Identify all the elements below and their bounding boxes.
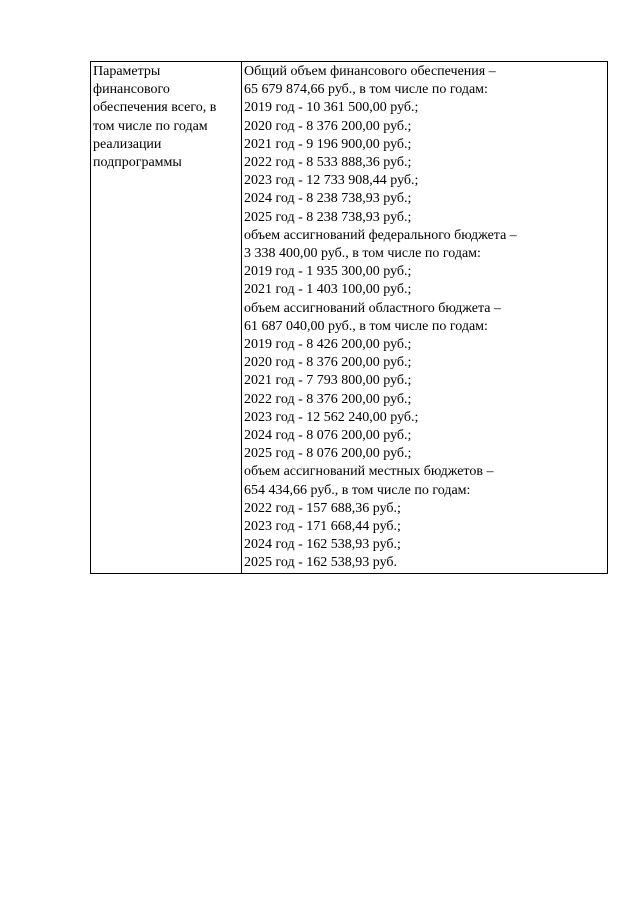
- total-financing-amount: 65 679 874,66 руб., в том числе по годам:: [244, 82, 488, 98]
- regional-budget-heading: объем ассигнований областного бюджета –: [244, 300, 501, 316]
- local-year-line: 2022 год - 157 688,36 руб.;: [244, 500, 401, 516]
- regional-year-line: 2021 год - 7 793 800,00 руб.;: [244, 373, 412, 389]
- total-year-line: 2025 год - 8 238 738,93 руб.;: [244, 209, 412, 225]
- total-year-line: 2023 год - 12 733 908,44 руб.;: [244, 173, 419, 189]
- local-year-line: 2024 год - 162 538,93 руб.;: [244, 537, 401, 553]
- total-financing-heading: Общий объем финансового обеспечения –: [244, 64, 496, 79]
- total-year-line: 2020 год - 8 376 200,00 руб.;: [244, 118, 412, 134]
- regional-year-line: 2019 год - 8 426 200,00 руб.;: [244, 337, 412, 353]
- local-budget-amount: 654 434,66 руб., в том числе по годам:: [244, 482, 471, 498]
- label-line: Параметры: [93, 64, 161, 79]
- label-line: том числе по годам: [93, 118, 208, 134]
- federal-budget-heading: объем ассигнований федерального бюджета –: [244, 227, 517, 243]
- local-year-line: 2023 год - 171 668,44 руб.;: [244, 519, 401, 535]
- label-line: подпрограммы: [93, 155, 182, 171]
- local-budget-heading: объем ассигнований местных бюджетов –: [244, 464, 494, 480]
- regional-year-line: 2025 год - 8 076 200,00 руб.;: [244, 446, 412, 462]
- total-year-line: 2021 год - 9 196 900,00 руб.;: [244, 136, 412, 152]
- federal-year-line: 2021 год - 1 403 100,00 руб.;: [244, 282, 412, 298]
- table-row: [91, 62, 608, 574]
- parameter-value-cell: [242, 62, 608, 574]
- label-line: финансового: [93, 82, 170, 98]
- total-year-line: 2024 год - 8 238 738,93 руб.;: [244, 191, 412, 207]
- total-year-line: 2022 год - 8 533 888,36 руб.;: [244, 155, 412, 171]
- regional-year-line: 2023 год - 12 562 240,00 руб.;: [244, 409, 419, 425]
- regional-budget-amount: 61 687 040,00 руб., в том числе по годам:: [244, 318, 488, 334]
- financing-parameters-table: [90, 61, 608, 574]
- total-year-line: 2019 год - 10 361 500,00 руб.;: [244, 100, 419, 116]
- label-line: обеспечения всего, в: [93, 100, 217, 116]
- parameter-label-cell: [91, 62, 242, 574]
- federal-budget-amount: 3 338 400,00 руб., в том числе по годам:: [244, 246, 481, 262]
- regional-year-line: 2024 год - 8 076 200,00 руб.;: [244, 428, 412, 444]
- regional-year-line: 2022 год - 8 376 200,00 руб.;: [244, 391, 412, 407]
- federal-year-line: 2019 год - 1 935 300,00 руб.;: [244, 264, 412, 280]
- regional-year-line: 2020 год - 8 376 200,00 руб.;: [244, 355, 412, 371]
- local-year-line: 2025 год - 162 538,93 руб.: [244, 555, 398, 571]
- label-line: реализации: [93, 136, 162, 152]
